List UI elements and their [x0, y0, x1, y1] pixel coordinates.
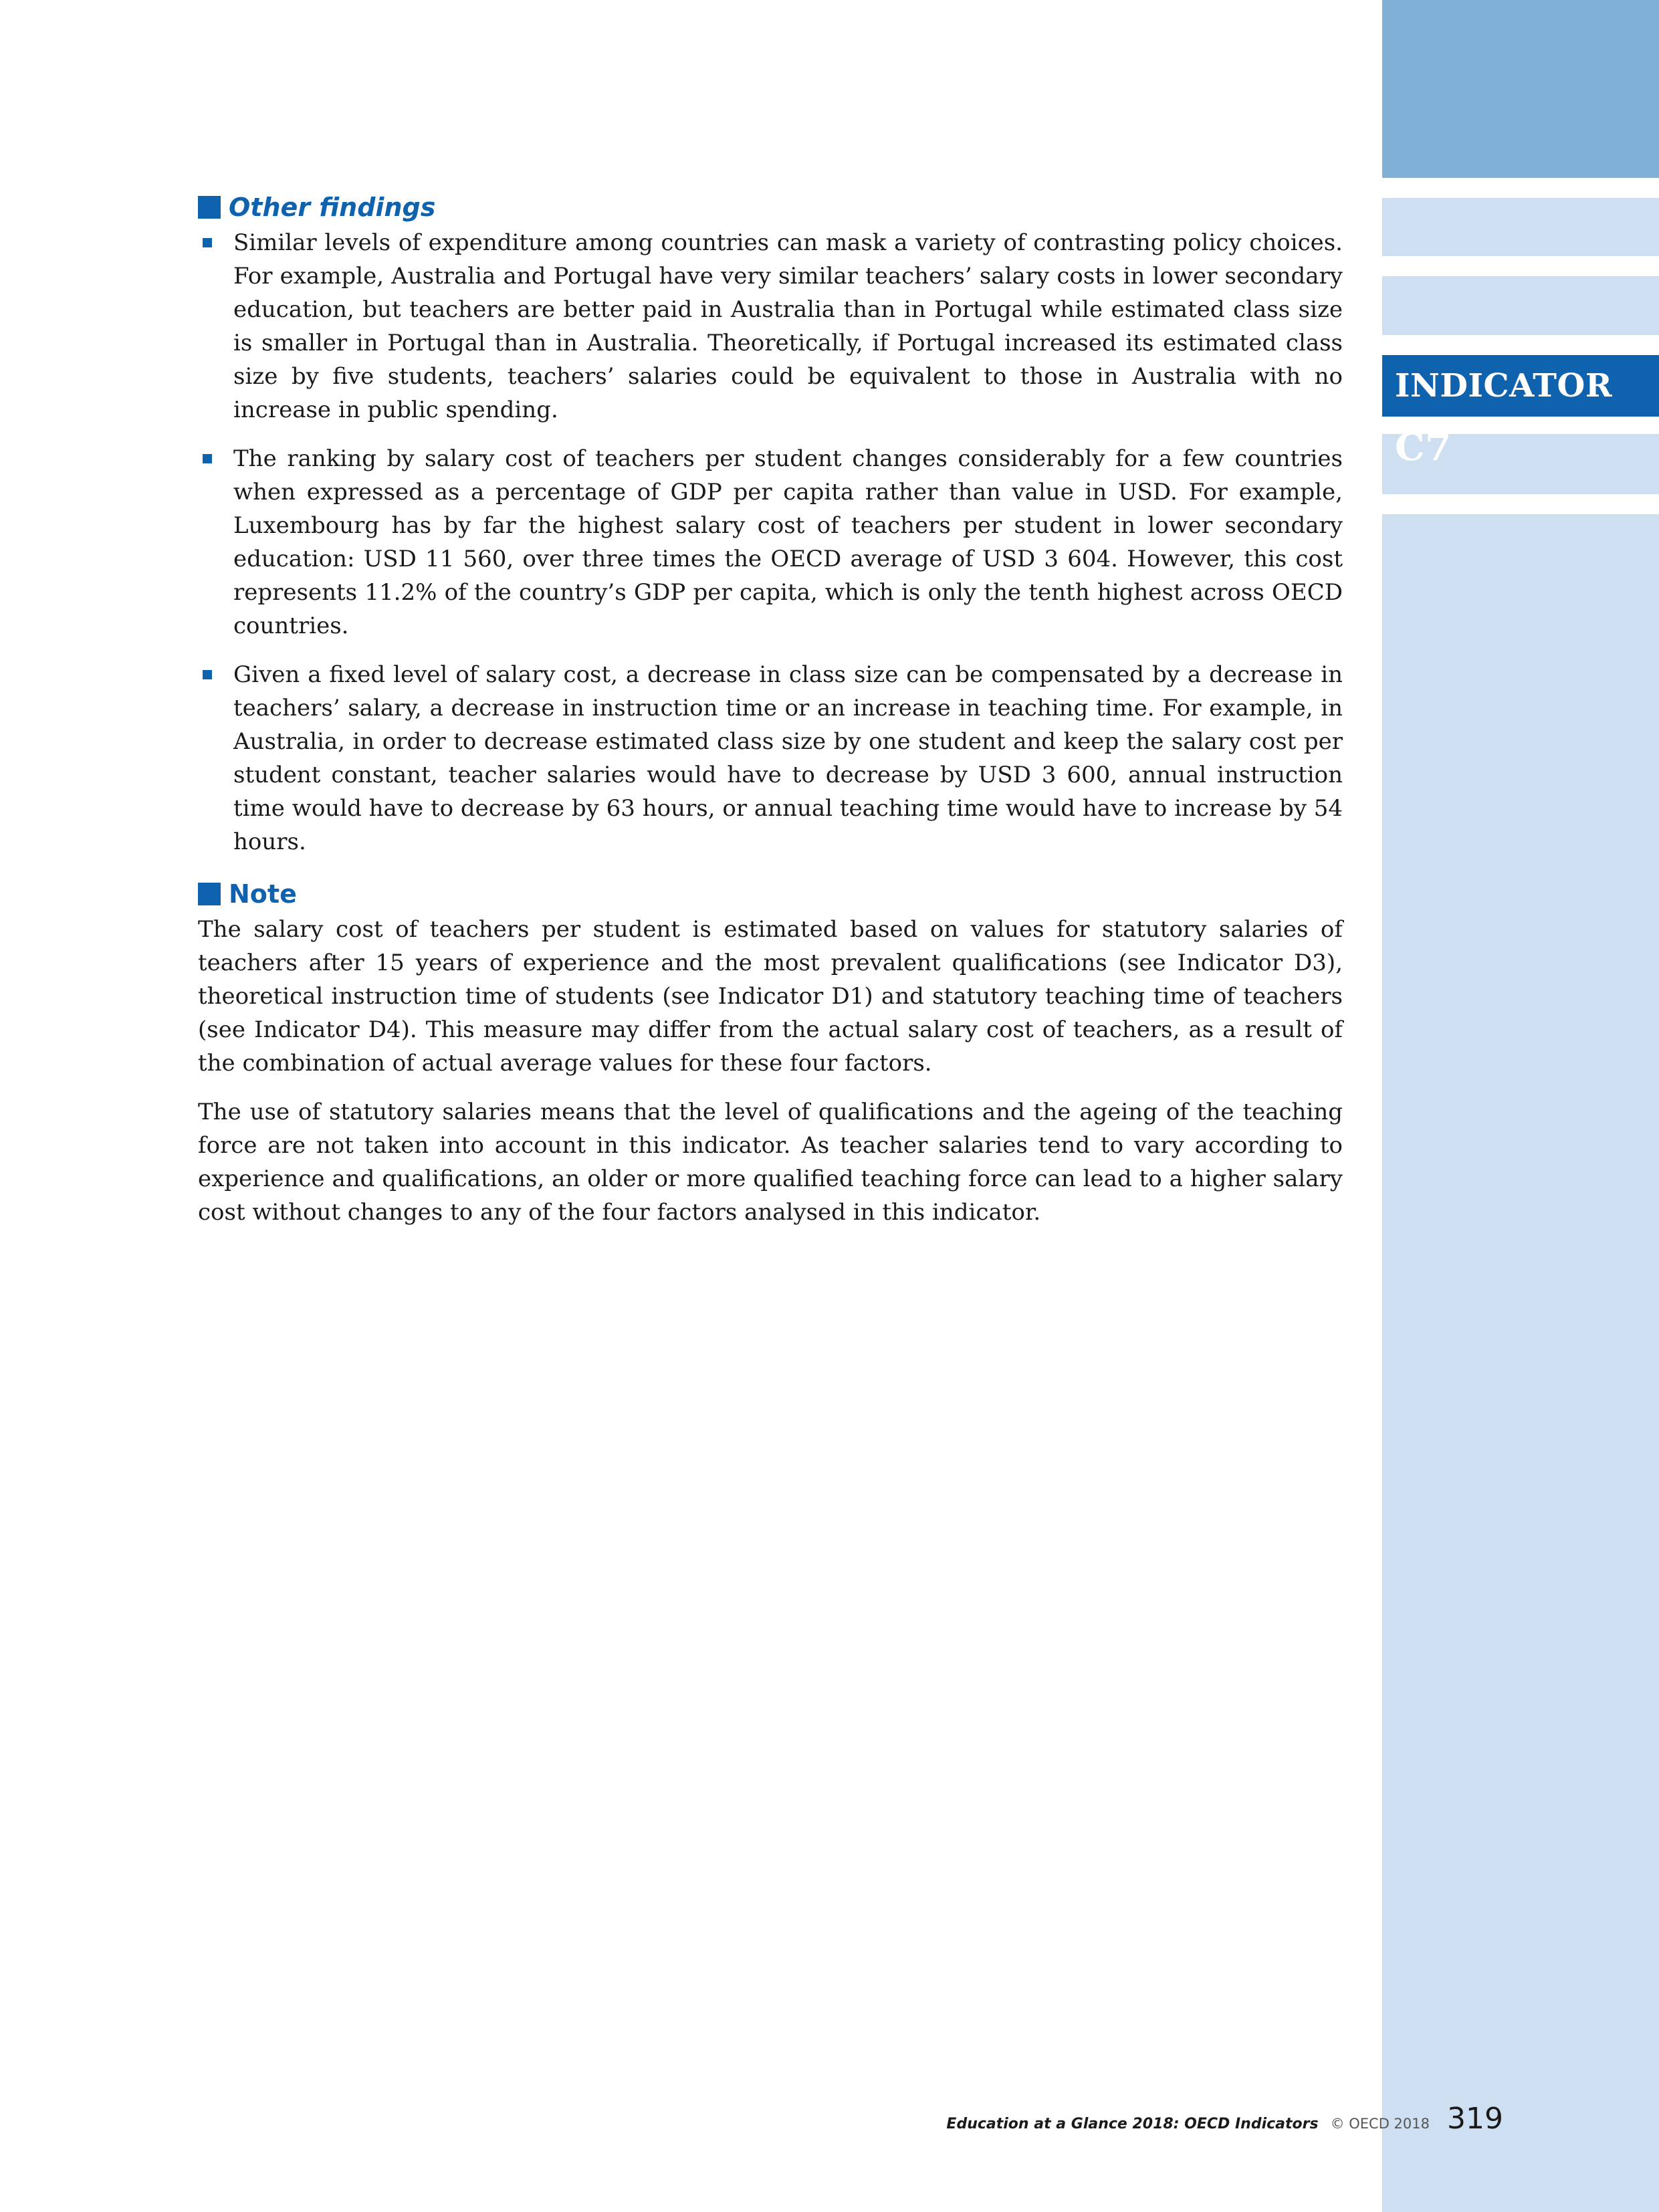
indicator-tab: [1382, 355, 1659, 469]
note-paragraph: The salary cost of teachers per student is estimated based on values for statutory salaries of teachers after 15 years of experience and the most prevalent qualifications (see Indicator D3), theoretical instruction time of students (see Indicator D1) and statutory teaching time of teachers (see Indicator D4). This measure may differ from the actual salary cost of teachers, as a result of the combination of actual average values for these four factors.: [198, 916, 1343, 1077]
finding-text: Given a fixed level of salary cost, a decrease in class size can be compensated by a decrease in teachers’ salary, a decrease in instruction time or an increase in teaching time. For example, in Australia, in order to decrease estimated class size by one student and keep the salary cost per student constant, teacher salaries would have to decrease by USD 3 600, annual instruction time would have to decrease by 63 hours, or annual teaching time would have to increase by 54 hours.: [233, 661, 1343, 855]
list-item: [198, 226, 1343, 427]
publication-title: Education at a Glance 2018: OECD Indicators: [946, 2116, 1319, 2132]
heading-square-icon: [198, 883, 221, 905]
note-section: [198, 875, 1343, 1229]
sidebar-band: [1382, 0, 1659, 2212]
indicator-code: C7: [1395, 425, 1452, 469]
heading-square-icon: [198, 196, 221, 219]
other-findings-title: Other findings: [229, 193, 436, 222]
page-footer: [946, 2102, 1503, 2144]
finding-text: The ranking by salary cost of teachers per student changes considerably for a few countries when expressed as a percentage of GDP per capita rather than value in USD. For example, Luxembourg has by far the highest salary cost of teachers per student in lower secondary education: USD 11 560, over three times the OECD average of USD 3 604. However, this cost represents 11.2% of the country’s GDP per capita, which is only the tenth highest across OECD countries.: [233, 445, 1343, 639]
findings-list: [198, 226, 1343, 859]
list-item: [198, 442, 1343, 643]
note-title: Note: [229, 879, 297, 909]
other-findings-heading: [198, 189, 1343, 226]
finding-text: Similar levels of expenditure among countries can mask a variety of contrasting policy choices. For example, Australia and Portugal have very similar teachers’ salary costs in lower secondary education, but teachers are better paid in Australia than in Portugal while estimated class size is smaller in Portugal than in Australia. Theoretically, if Portugal increased its estimated class size by five students, teachers’ salaries could be equivalent to those in Australia with no increase in public spending.: [233, 229, 1343, 423]
indicator-label: INDICATOR: [1395, 367, 1613, 405]
note-paragraph: The use of statutory salaries means that the level of qualifications and the ageing of the teaching force are not taken into account in this indicator. As teacher salaries tend to vary according to experience and qualifications, an older or more qualified teaching force can lead to a higher salary cost without changes to any of the four factors analysed in this indicator.: [198, 1099, 1343, 1226]
bullet-icon: [203, 238, 212, 247]
list-item: [198, 658, 1343, 859]
bullet-icon: [203, 454, 212, 463]
sidebar-gap: [1382, 494, 1659, 514]
sidebar-gap: [1382, 335, 1659, 355]
page-number: 319: [1447, 2102, 1503, 2136]
sidebar-gap: [1382, 256, 1659, 276]
main-content: [198, 189, 1343, 1244]
sidebar-top-block: [1382, 0, 1659, 178]
sidebar-gap: [1382, 178, 1659, 198]
bullet-icon: [203, 670, 212, 679]
copyright: © OECD 2018: [1330, 2116, 1430, 2132]
note-heading: [198, 875, 1343, 913]
